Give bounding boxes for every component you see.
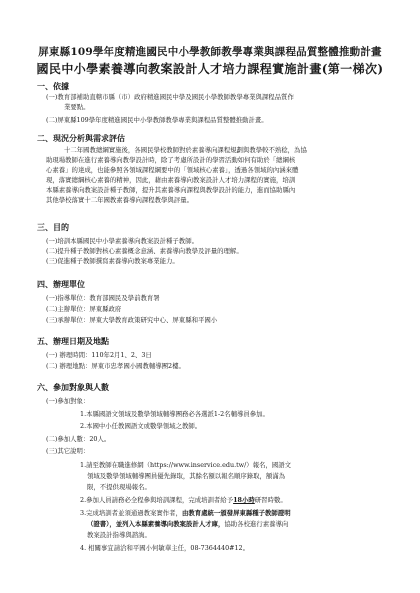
section6-line13: 4. 相關事宜請洽和平國小何敏華主任，08-7364440#12。 <box>80 544 250 552</box>
section2-line5: 本縣素養導向教案設計種子教師，提升其素養導向課程與教學設計的能力，進而協助縣內 <box>46 186 296 194</box>
section3-heading: 三、目的 <box>37 222 69 232</box>
section6-line12: 教案設計指導與諮詢。 <box>87 531 151 539</box>
section6-line3: 2.本國中小任教國語文或數學領域之教師。 <box>80 422 202 430</box>
section6-line6: 1.請至教師在職進修網（https://www.inservice.edu.tw/）報名，國語文 <box>80 461 292 469</box>
section2-heading: 二、現況分析與需求評估 <box>37 133 125 143</box>
section1-heading: 一、依據 <box>37 81 69 91</box>
section6-line2: 1.本縣國語文領域及數學領域輔導團務必各選派1-2名輔導員參加。 <box>80 410 269 418</box>
document-title-line1: 屏東縣109學年度精進國民中小學教師教學專業與課程品質整體推動計畫 <box>38 46 382 58</box>
section3-line3: (三)促進種子教師撰寫素養導向教案專業能力。 <box>46 257 179 265</box>
section6-line8: 限，不提供現場報名。 <box>87 483 151 491</box>
section3-line1: (一)培訓本縣國民中小學素養導向教案設計種子教師。 <box>46 237 198 245</box>
section2-line2: 助現場教師在進行素養導向教學設計時，除了考慮所設計的學習活動如何有助於「總綱核 <box>46 156 296 164</box>
section4-line1: (一)指導單位：教育部國民及學前教育署 <box>46 294 160 302</box>
section4-line2: (二)主辦單位：屏東縣政府 <box>46 305 122 313</box>
section6-line9 <box>80 495 287 505</box>
section1-item2: (二)屏東縣109學年度精進國民中小學教師教學專業與課程品質整體推動計畫。 <box>46 116 268 124</box>
section6-line9-text: 2.參加人員請務必全程參與培訓課程，完成培訓者給予 <box>80 496 234 504</box>
section2-line4: 現，落實總綱核心素養的精神，因此，藉由素養導向教案設計人才培力課程的實施，培訓 <box>46 176 296 184</box>
section6-line10-text: 3.完成培訓者並須通過教案實作者， <box>80 509 182 517</box>
section2-line6: 其他學校落實十二年國教素養導向課程教學與評量。 <box>46 196 193 204</box>
section6-line7: 領域及數學領域輔導團員優先錄取，其餘名額以報名順序錄取，額滿為 <box>87 472 286 480</box>
section6-line11-bold: （證書），並列入本縣素養導向教案設計人才庫， <box>87 520 225 528</box>
section1-item1-line2: 業要點。 <box>64 103 90 111</box>
section2-line1: 十二年國教總綱實施後，各國民學校教師對於素養導向課程規劃與教學較不熟稔，為協 <box>64 146 307 154</box>
section4-heading: 四、辦理單位 <box>37 279 85 289</box>
document-title-line2: 國民中小學素養導向教案設計人才培力課程實施計畫(第一梯次) <box>36 62 384 76</box>
section6-line11-text: 協助各校進行素養導向 <box>224 520 289 528</box>
section6-line10-bold: 由教育處統一頒發屏東縣種子教師證明 <box>181 509 291 517</box>
section6-line11 <box>87 519 288 529</box>
section6-line9-hours: 18小時 <box>233 496 255 504</box>
section4-line3: (三)承辦單位：屏東大學教育政策研究中心、屏東縣和平國小 <box>46 316 218 324</box>
section5-heading: 五、辦理日期及地點 <box>37 336 109 346</box>
section6-heading: 六、參加對象與人數 <box>37 382 109 392</box>
section6-line5: (三)其它說明： <box>46 447 90 455</box>
section6-line1: (一)參加對象： <box>46 397 90 405</box>
section5-line2: (二) 辦理地點：屏東市忠孝國小國教輔導團2樓。 <box>46 362 185 370</box>
section6-line10 <box>80 508 291 518</box>
section2-line3: 心素養」的達成，也能參照各領域課程綱要中的「領域核心素養」，透過各領域的內涵來體 <box>46 166 299 174</box>
section6-line4: (二)參加人數：20人。 <box>46 435 111 443</box>
section5-line1: (一) 辦理時間：110年2月1、2、3日 <box>46 351 152 359</box>
section1-item1-line1: (一)教育部補助直轄市縣（市）政府精進國民中學及國民小學教師教學專業與課程品質作 <box>46 93 294 101</box>
section3-line2: (二)提升種子教師對核心素養概念意涵、素養導向教學及評量的理解。 <box>46 247 243 255</box>
section6-line9-tail: 研習時數。 <box>254 496 287 504</box>
